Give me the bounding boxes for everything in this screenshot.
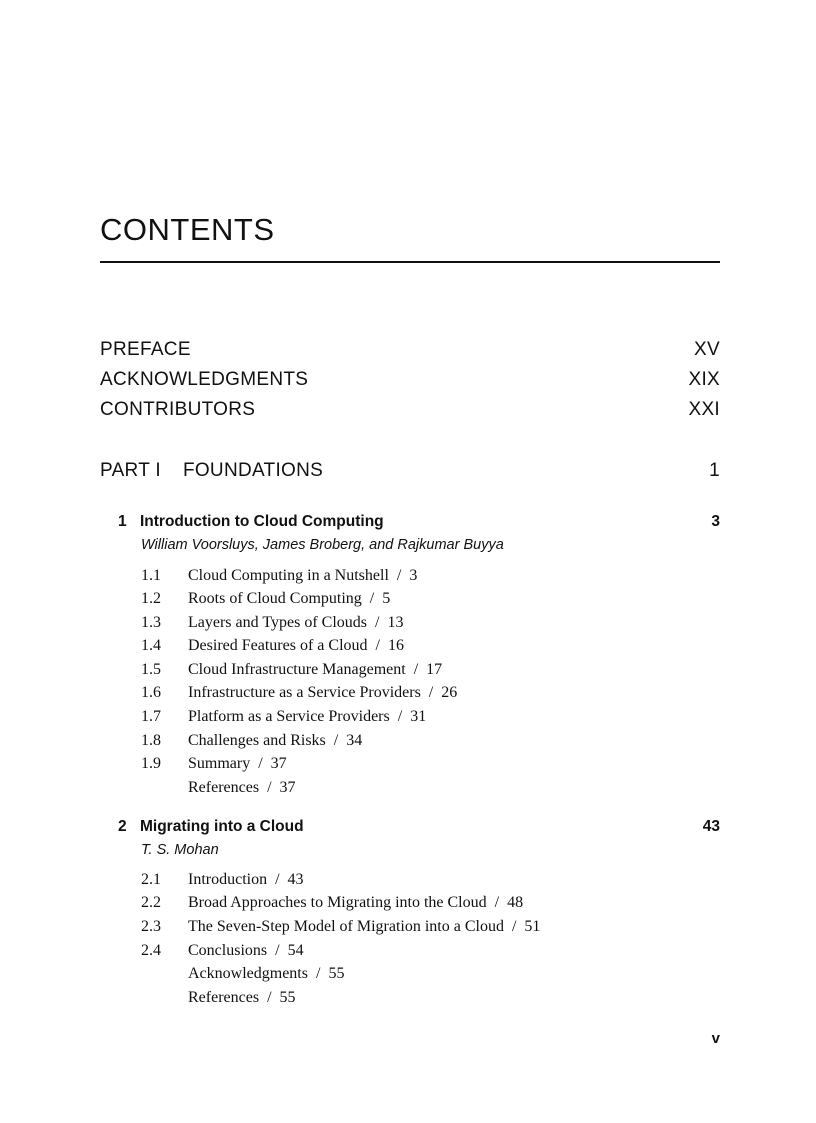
- entry-title: CONTRIBUTORS: [100, 399, 256, 420]
- section-title: Platform as a Service Providers: [188, 708, 390, 725]
- toc-section[interactable]: [141, 729, 362, 752]
- section-number: 1.1: [141, 567, 161, 584]
- title-rule: [100, 261, 720, 263]
- toc-section[interactable]: [141, 915, 540, 938]
- toc-entry-acknowledgments[interactable]: [100, 369, 720, 391]
- section-title: The Seven-Step Model of Migration into a Cloud: [188, 918, 504, 935]
- section-page: 26: [441, 684, 458, 701]
- section-page: 17: [426, 661, 443, 678]
- entry-title: ACKNOWLEDGMENTS: [100, 369, 309, 390]
- separator: /: [315, 965, 321, 982]
- part-label: PART I: [100, 460, 161, 481]
- section-page: 31: [410, 708, 427, 725]
- section-number: 1.8: [141, 732, 161, 749]
- section-title: Cloud Infrastructure Management: [188, 661, 406, 678]
- chapter-title: Introduction to Cloud Computing: [140, 513, 384, 530]
- section-page: 37: [270, 755, 287, 772]
- separator: /: [267, 779, 272, 796]
- section-title: Conclusions: [188, 942, 268, 959]
- entry-page: XV: [694, 339, 720, 360]
- section-number: 1.3: [141, 614, 161, 631]
- section-title: Layers and Types of Clouds: [188, 614, 367, 631]
- toc-section[interactable]: [141, 634, 404, 657]
- separator: /: [413, 661, 419, 678]
- toc-section[interactable]: [141, 986, 296, 1009]
- section-number: 1.7: [141, 708, 161, 725]
- toc-section[interactable]: [141, 962, 344, 985]
- chapter-page: 3: [711, 513, 720, 530]
- section-title: References: [188, 779, 260, 796]
- section-title: Infrastructure as a Service Providers: [188, 684, 421, 701]
- section-page: 55: [279, 989, 296, 1006]
- separator: /: [258, 755, 263, 772]
- section-title: Challenges and Risks: [188, 732, 326, 749]
- toc-section[interactable]: [141, 776, 296, 799]
- entry-page: XXI: [688, 399, 720, 420]
- section-number: 1.6: [141, 684, 161, 701]
- toc-section[interactable]: [141, 939, 304, 962]
- toc-section[interactable]: [141, 752, 287, 775]
- separator: /: [275, 871, 280, 888]
- chapter-number: 2: [118, 818, 127, 835]
- section-number: 2.4: [141, 942, 161, 959]
- part-title: FOUNDATIONS: [182, 460, 324, 481]
- separator: /: [369, 590, 375, 607]
- toc-section[interactable]: [141, 611, 403, 634]
- chapter-number: 1: [118, 513, 127, 530]
- section-number: 1.4: [141, 637, 161, 654]
- section-page: 54: [287, 942, 304, 959]
- entry-page: XIX: [688, 369, 720, 390]
- separator: /: [494, 894, 500, 911]
- section-number: 1.5: [141, 661, 161, 678]
- section-page: 51: [524, 918, 541, 935]
- page-title: CONTENTS: [100, 212, 275, 247]
- entry-title: PREFACE: [100, 339, 191, 360]
- toc-chapter-1[interactable]: [100, 513, 720, 531]
- section-page: 13: [387, 614, 404, 631]
- section-number: 2.2: [141, 894, 161, 911]
- section-title: Introduction: [188, 871, 268, 888]
- section-number: 1.9: [141, 755, 161, 772]
- section-title: Acknowledgments: [188, 965, 308, 982]
- toc-section[interactable]: [141, 891, 523, 914]
- separator: /: [267, 989, 272, 1006]
- section-number: 2.3: [141, 918, 161, 935]
- chapter-authors: T. S. Mohan: [141, 842, 219, 858]
- toc-part-1[interactable]: [100, 460, 720, 482]
- separator: /: [375, 614, 380, 631]
- separator: /: [375, 637, 380, 654]
- page-number: v: [711, 1030, 720, 1047]
- separator: /: [333, 732, 339, 749]
- toc-section[interactable]: [141, 681, 457, 704]
- section-page: 37: [279, 779, 296, 796]
- section-number: 2.1: [141, 871, 161, 888]
- toc-section[interactable]: [141, 564, 417, 587]
- toc-chapter-2[interactable]: [100, 818, 720, 836]
- chapter-authors: William Voorsluys, James Broberg, and Rajkumar Buyya: [141, 537, 504, 553]
- toc-section[interactable]: [141, 658, 442, 681]
- chapter-title: Migrating into a Cloud: [140, 818, 304, 835]
- section-title: Roots of Cloud Computing: [188, 590, 362, 607]
- toc-entry-contributors[interactable]: [100, 399, 720, 421]
- separator: /: [511, 918, 517, 935]
- section-title: Broad Approaches to Migrating into the Cloud: [188, 894, 487, 911]
- section-page: 48: [507, 894, 524, 911]
- separator: /: [396, 567, 402, 584]
- separator: /: [428, 684, 434, 701]
- toc-section[interactable]: [141, 587, 390, 610]
- toc-section[interactable]: [141, 868, 304, 891]
- separator: /: [275, 942, 280, 959]
- chapter-page: 43: [702, 818, 720, 835]
- section-number: 1.2: [141, 590, 161, 607]
- section-title: Cloud Computing in a Nutshell: [188, 567, 389, 584]
- section-page: 43: [287, 871, 304, 888]
- section-page: 55: [328, 965, 345, 982]
- section-title: Desired Features of a Cloud: [188, 637, 368, 654]
- section-title: References: [188, 989, 260, 1006]
- section-page: 34: [346, 732, 363, 749]
- section-page: 16: [387, 637, 404, 654]
- section-page: 3: [409, 567, 418, 584]
- toc-section[interactable]: [141, 705, 426, 728]
- toc-entry-preface[interactable]: [100, 339, 720, 361]
- section-title: Summary: [188, 755, 251, 772]
- section-page: 5: [382, 590, 391, 607]
- separator: /: [397, 708, 403, 725]
- part-page: 1: [709, 460, 720, 481]
